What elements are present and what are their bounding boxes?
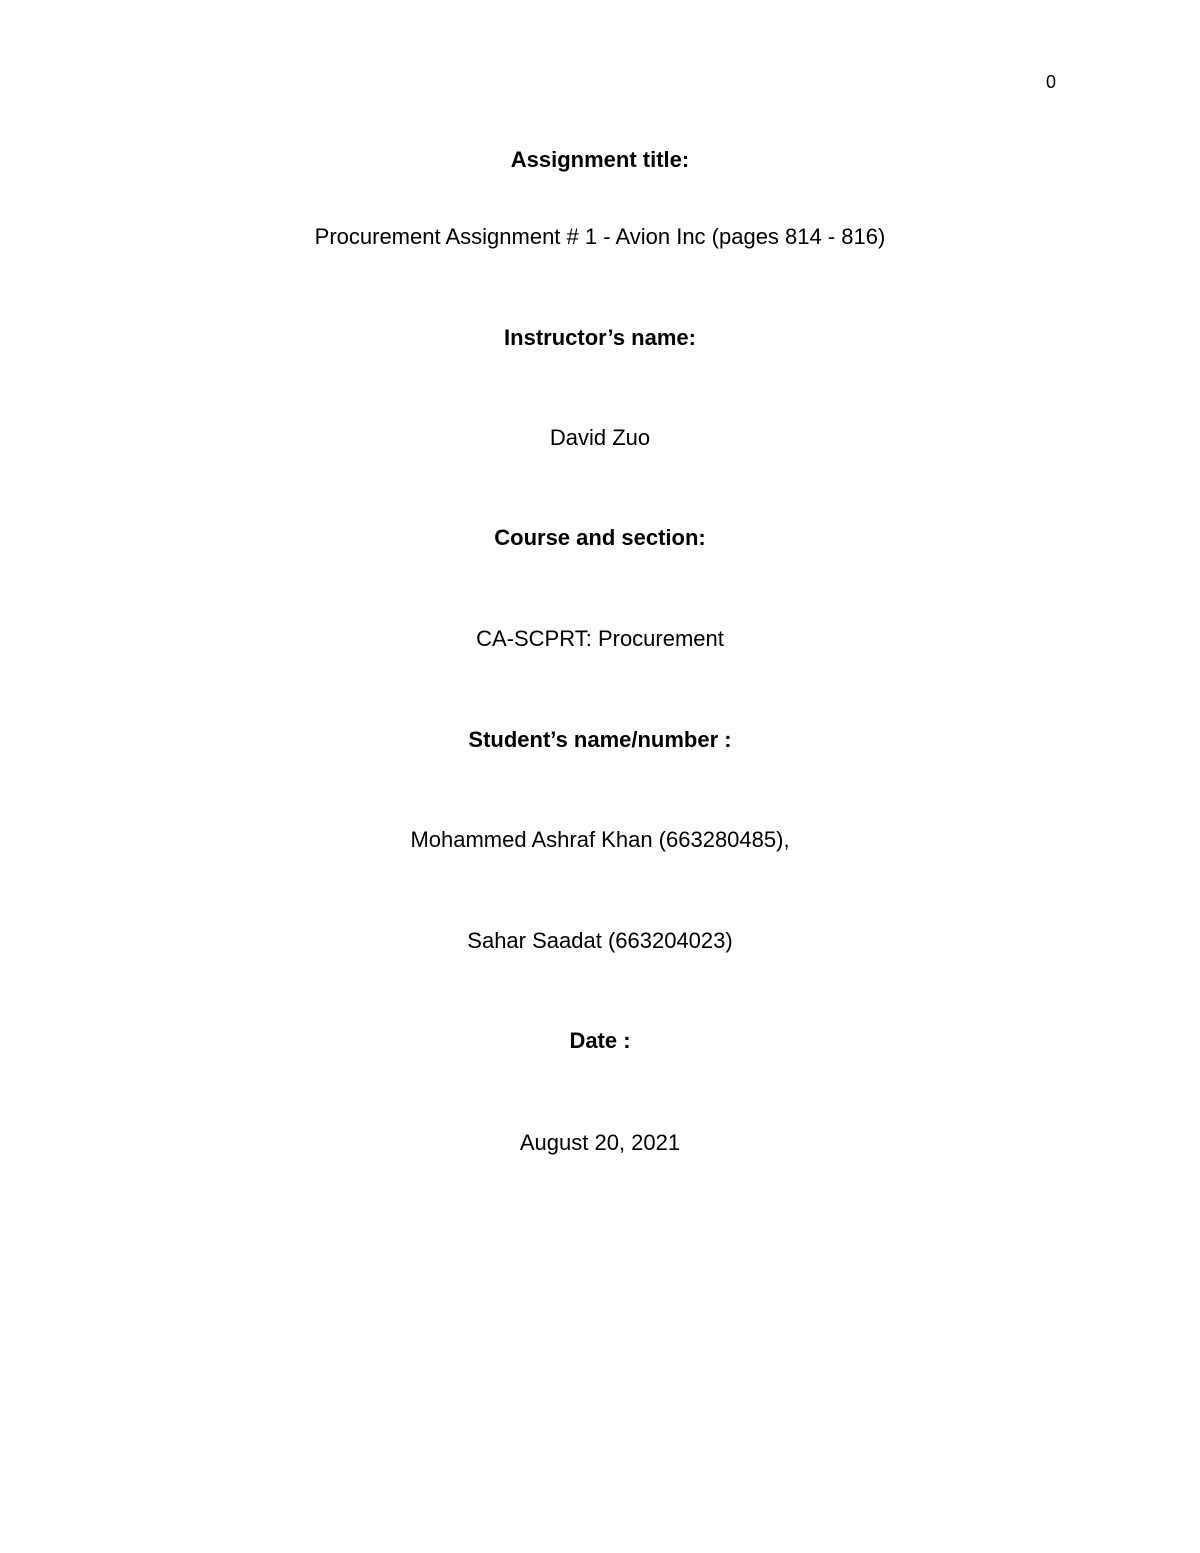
course-section-label: Course and section: <box>494 525 706 550</box>
date-value: August 20, 2021 <box>519 1130 681 1155</box>
student-entry: Mohammed Ashraf Khan (663280485), <box>410 827 790 852</box>
instructor-name-label: Instructor’s name: <box>504 325 696 350</box>
instructor-name-value: David Zuo <box>549 425 651 450</box>
student-entry: Sahar Saadat (663204023) <box>467 928 733 953</box>
assignment-title-value: Procurement Assignment # 1 - Avion Inc (pages 814 - 816) <box>314 224 886 249</box>
page-number: 0 <box>1046 72 1057 92</box>
date-label: Date : <box>569 1028 631 1053</box>
assignment-title-label: Assignment title: <box>510 147 690 172</box>
course-section-value: CA-SCPRT: Procurement <box>476 626 724 651</box>
student-name-label: Student’s name/number : <box>468 727 732 752</box>
